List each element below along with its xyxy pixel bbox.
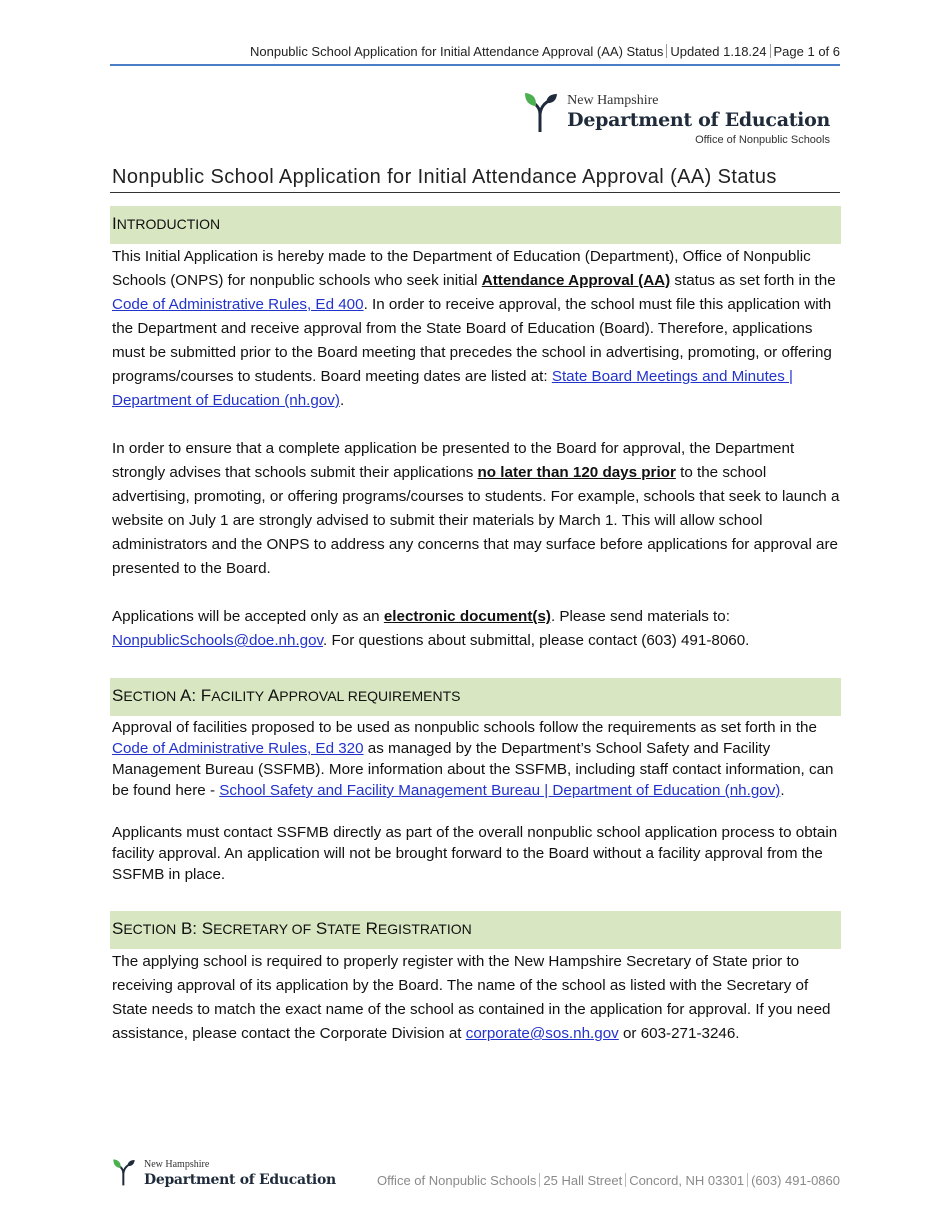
logo-state: New Hampshire [567,93,659,108]
footer-office: Office of Nonpublic Schools [376,1173,537,1188]
footer-logo-state: New Hampshire [144,1159,210,1170]
section-b-paragraph-1: The applying school is required to properly register with the New Hampshire Secretary of State prior to receiving approval of its application by the Board. The name of the school as listed with the Secretary of State needs to match the exact name of the school as contained in the application for approval. If you need assistance, please contact the Corporate Division at corporate@sos.nh.gov or 603-271-3246. [112,953,831,1042]
intro-paragraph-2: In order to ensure that a complete application be presented to the Board for approval, the Department strongly advises that schools submit their applications no later than 120 days prior to the school advertising, promoting, or offering programs/courses to students. For example, schools that seek to launch a website on July 1 are strongly advised to submit their materials by March 1. This will allow school administrators and the ONPS to address any concerns that may surface before applications for approval are presented to the Board. [112,440,840,577]
footer-phone: (603) 491-0860 [751,1173,840,1188]
emphasis-attendance-approval: Attendance Approval (AA) [481,272,671,289]
footer-address [377,1173,840,1188]
logo-office: Office of Nonpublic Schools [695,134,830,146]
section-heading-b: SECTION B: SECRETARY OF STATE REGISTRATION [110,911,841,949]
link-ed-400[interactable]: Code of Administrative Rules, Ed 400 [112,296,364,313]
header-doc-name: Nonpublic School Application for Initial Attendance Approval (AA) Status [250,44,664,59]
link-nonpublic-schools-email[interactable]: NonpublicSchools@doe.nh.gov [112,632,324,649]
link-ssfmb[interactable]: School Safety and Facility Management Bureau | Department of Education (nh.gov) [219,782,781,799]
emphasis-electronic-document: electronic document(s) [383,608,551,625]
footer-street: 25 Hall Street [543,1173,623,1188]
link-state-board-meetings[interactable]: State Board Meetings and Minutes | Department of Education (nh.gov) [112,368,794,409]
seedling-icon [523,92,559,132]
link-corporate-email[interactable]: corporate@sos.nh.gov [465,1025,619,1042]
section-a-paragraph-1: Approval of facilities proposed to be used as nonpublic schools follow the requirements as set forth in the Code of Administrative Rules, Ed 320 as managed by the Department’s School Safety and Facility Management Bureau (SSFMB). More information about the SSFMB, including staff contact information, can be found here - School Safety and Facility Management Bureau | Department of Education (nh.gov). [112,719,834,799]
footer-logo [112,1158,336,1187]
header-separator [666,44,667,58]
intro-paragraph-3: Applications will be accepted only as an electronic document(s). Please send materials to: NonpublicSchools@doe.nh.gov. For questions about submittal, please contact (603) 491-8060. [112,608,750,649]
emphasis-120-days: no later than 120 days prior [477,464,676,481]
intro-paragraph-1: This Initial Application is hereby made to the Department of Education (Department), Office of Nonpublic Schools (ONPS) for nonpublic schools who seek initial Attendance Approval (AA) status as set forth in the Code of Administrative Rules, Ed 400. In order to receive approval, the school must file this application with the Department and receive approval from the State Board of Education (Board). Therefore, applications must be submitted prior to the Board meeting that precedes the school in advertising, promoting, or offering programs/courses to students. Board meeting dates are listed at: State Board Meetings and Minutes | Department of Education (nh.gov). [112,248,836,409]
link-ed-320[interactable]: Code of Administrative Rules, Ed 320 [112,740,364,757]
footer-separator [625,1173,626,1187]
logo-department: Department of Education [567,109,830,131]
section-heading-introduction: INTRODUCTION [110,206,841,244]
header-separator [770,44,771,58]
page-footer [112,1158,840,1194]
footer-city: Concord, NH 03301 [629,1173,745,1188]
department-logo [523,92,830,146]
section-heading-a: SECTION A: FACILITY APPROVAL REQUIREMENTS [110,678,841,716]
section-a-paragraph-2: Applicants must contact SSFMB directly as part of the overall nonpublic school application process to obtain facility approval. An application will not be brought forward to the Board without a facility approval from the SSFMB in place. [112,824,838,883]
header-updated: Updated 1.18.24 [670,44,767,59]
header-page-number: Page 1 of 6 [773,44,840,59]
document-title: Nonpublic School Application for Initial Attendance Approval (AA) Status [110,166,840,193]
footer-separator [539,1173,540,1187]
seedling-icon [112,1158,136,1186]
footer-logo-department: Department of Education [144,1172,336,1188]
footer-separator [747,1173,748,1187]
running-header [110,44,840,66]
